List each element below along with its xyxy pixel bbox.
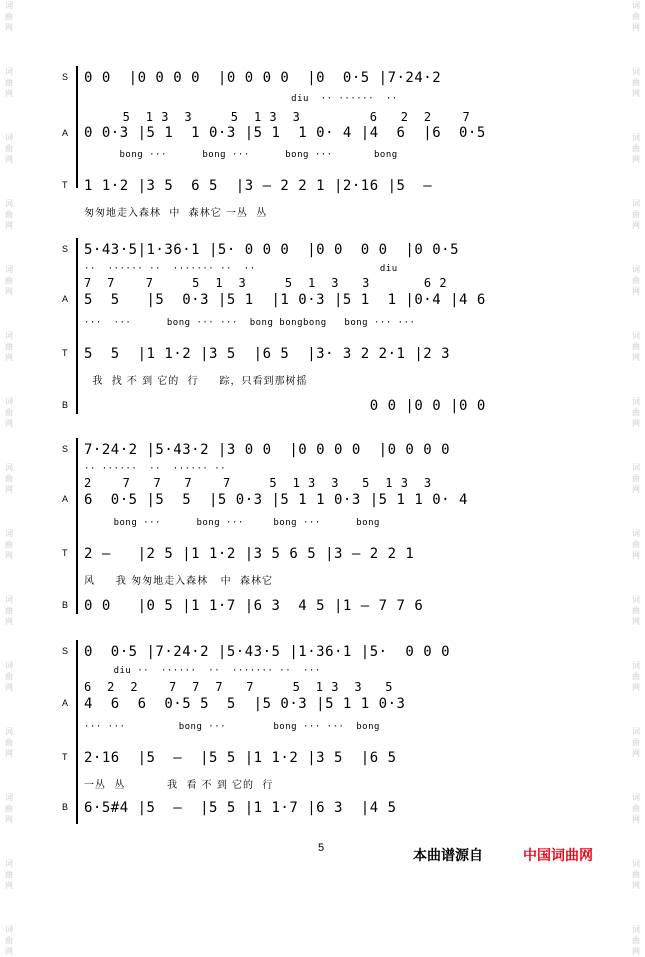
soprano-notes: 0 0·5 |7·24·2 |5·43·5 |1·36·1 |5· 0 0 0 bbox=[84, 644, 451, 660]
part-label-s: S bbox=[62, 444, 69, 454]
tenor-notes: 2 – |2 5 |1 1·2 |3 5 6 5 |3 – 2 2 1 bbox=[84, 546, 415, 562]
system-bracket bbox=[76, 238, 81, 414]
bass-notes: 6·5#4 |5 – |5 5 |1 1·7 |6 3 |4 5 bbox=[84, 800, 397, 816]
watermark-left: 词 曲 网 词 曲 网 词 曲 网 词 曲 网 词 曲 网 词 曲 网 词 曲 网 词 曲 网 词 曲 网 词 曲 网 词 曲 网 词 曲 网 词 曲 网 词 曲 网 词 曲 网 bbox=[5, 1, 13, 956]
part-label-b: B bbox=[62, 802, 69, 812]
system-bracket bbox=[76, 438, 81, 614]
alto-notes: 5 5 |5 0·3 |5 1 |1 0·3 |5 1 1 |0·4 |4 6 bbox=[84, 292, 486, 308]
part-label-t: T bbox=[62, 752, 68, 762]
part-label-b: B bbox=[62, 600, 69, 610]
system-bracket bbox=[76, 640, 81, 824]
part-label-a: A bbox=[62, 698, 69, 708]
part-label-t: T bbox=[62, 548, 68, 558]
part-label-a: A bbox=[62, 128, 69, 138]
part-label-t: T bbox=[62, 348, 68, 358]
alto-syllables: ··· ··· bong ··· ··· bong bongbong bong ··· ··· bbox=[84, 318, 416, 328]
part-label-b: B bbox=[62, 400, 69, 410]
alto-notes: 0 0·3 |5 1 1 0·3 |5 1 1 0· 4 |4 6 |6 0·5 bbox=[84, 125, 486, 141]
tenor-lyrics: 匆匆地走入森林 中 森林它 一丛 丛 bbox=[84, 208, 268, 219]
soprano-notes: 7·24·2 |5·43·2 |3 0 0 |0 0 0 0 |0 0 0 0 bbox=[84, 442, 451, 458]
alto-upper-notes: 5 1 3 3 5 1 3 3 6 2 2 7 bbox=[84, 110, 471, 124]
part-label-a: A bbox=[62, 294, 69, 304]
system-bracket bbox=[76, 66, 81, 188]
soprano-ornaments: diu ·· ······ ·· ······· ·· ··· bbox=[84, 666, 321, 676]
soprano-ornaments: diu ·· ······ ·· bbox=[84, 94, 398, 104]
alto-upper-notes: 6 2 2 7 7 7 7 5 1 3 3 5 bbox=[84, 680, 393, 694]
part-label-t: T bbox=[62, 180, 68, 190]
soprano-notes: 0 0 |0 0 0 0 |0 0 0 0 |0 0·5 |7·24·2 bbox=[84, 70, 442, 86]
alto-notes: 6 0·5 |5 5 |5 0·3 |5 1 1 0·3 |5 1 1 0· 4 bbox=[84, 492, 468, 508]
soprano-notes: 5·43·5|1·36·1 |5· 0 0 0 |0 0 0 0 |0 0·5 bbox=[84, 242, 460, 258]
tenor-lyrics: 风 我 匆匆地走入森林 中 森林它 bbox=[84, 576, 273, 587]
source-label: 本曲谱源自 bbox=[413, 848, 483, 864]
tenor-lyrics: 一丛 丛 我 看 不 到 它的 行 bbox=[84, 780, 274, 791]
alto-syllables: bong ··· bong ··· bong ··· bong bbox=[84, 518, 380, 528]
soprano-ornaments: ·· ······ ·· ······ ·· bbox=[84, 464, 227, 474]
score-system-2 bbox=[62, 238, 582, 418]
part-label-a: A bbox=[62, 494, 69, 504]
tenor-notes: 2·16 |5 – |5 5 |1 1·2 |3 5 |6 5 bbox=[84, 750, 397, 766]
alto-upper-notes: 7 7 7 5 1 3 5 1 3 3 6 2 bbox=[84, 276, 448, 290]
alto-upper-notes: 2 7 7 7 7 5 1 3 3 5 1 3 3 bbox=[84, 476, 432, 490]
alto-syllables: bong ··· bong ··· bong ··· bong bbox=[84, 150, 398, 160]
alto-notes: 4 6 6 0·5 5 5 |5 0·3 |5 1 1 0·3 bbox=[84, 696, 406, 712]
watermark-right: 词 曲 网 词 曲 网 词 曲 网 词 曲 网 词 曲 网 词 曲 网 词 曲 网 词 曲 网 词 曲 网 词 曲 网 词 曲 网 词 曲 网 词 曲 网 词 曲 网 词 曲 网 bbox=[632, 1, 640, 956]
part-label-s: S bbox=[62, 72, 69, 82]
site-name-link[interactable]: 中国词曲网 bbox=[523, 848, 593, 864]
score-system-4 bbox=[62, 640, 582, 830]
page-number: 5 bbox=[318, 842, 325, 854]
alto-syllables: ··· ··· bong ··· bong ··· ··· bong bbox=[84, 722, 380, 732]
bass-notes: 0 0 |0 0 |0 0 bbox=[84, 398, 486, 414]
tenor-lyrics: 我 找 不 到 它的 行 踪，只看到那树摇 bbox=[84, 376, 308, 387]
bass-notes: 0 0 |0 5 |1 1·7 |6 3 4 5 |1 – 7 7 6 bbox=[84, 598, 424, 614]
soprano-ornaments: ·· ······ ·· ······· ·· ·· diu bbox=[84, 264, 398, 274]
tenor-notes: 5 5 |1 1·2 |3 5 |6 5 |3· 3 2 2·1 |2 3 bbox=[84, 346, 451, 362]
part-label-s: S bbox=[62, 646, 69, 656]
part-label-s: S bbox=[62, 244, 69, 254]
tenor-notes: 1 1·2 |3 5 6 5 |3 – 2 2 1 |2·16 |5 – bbox=[84, 178, 433, 194]
score-system-3 bbox=[62, 438, 582, 618]
score-system-1 bbox=[62, 66, 582, 226]
